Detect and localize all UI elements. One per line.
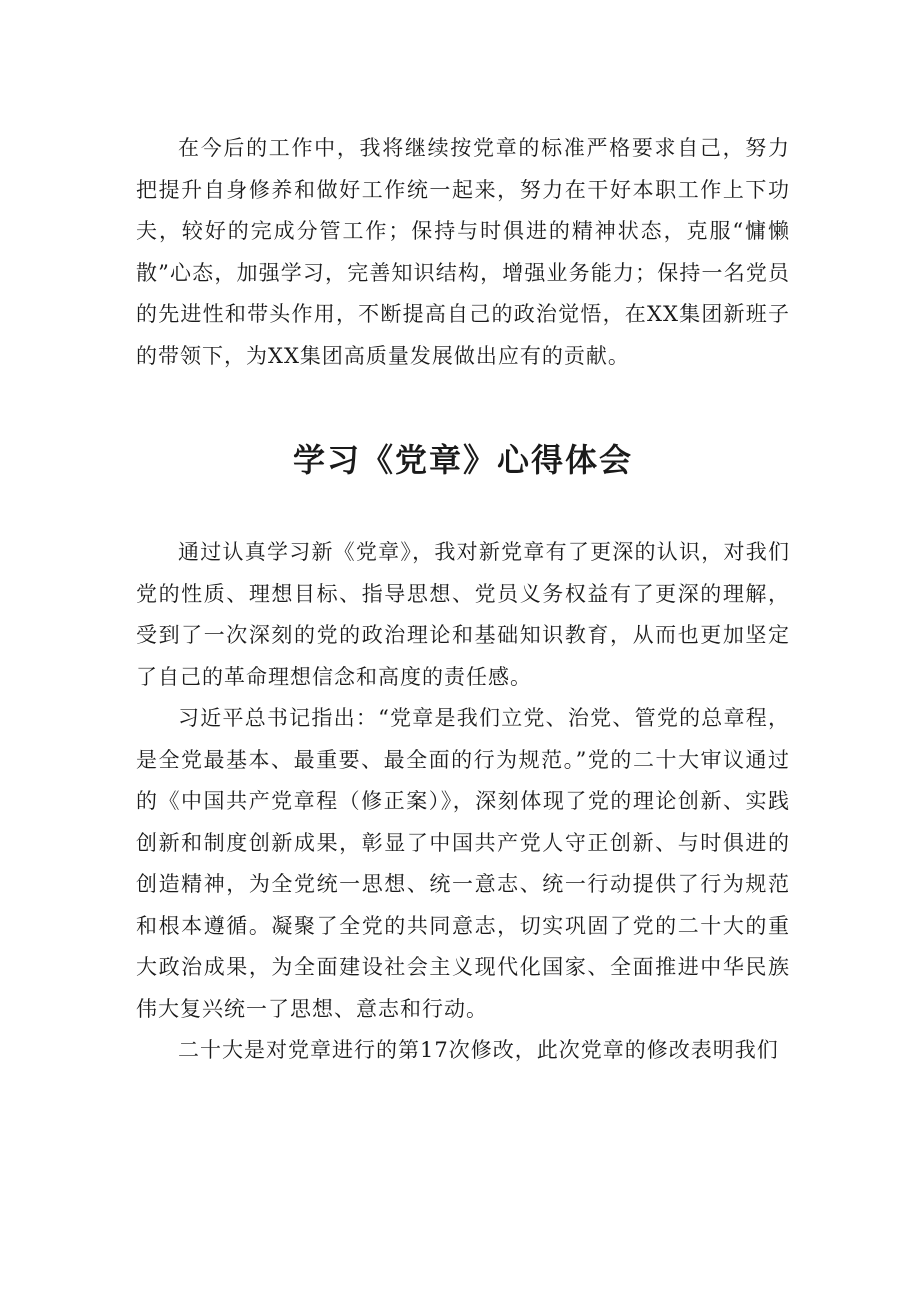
intro-paragraph: 在今后的工作中，我将继续按党章的标准严格要求自己，努力把提升自身修养和做好工作统一起来，努力在干好本职工作上下功夫，较好的完成分管工作；保持与时俱进的精神状态，克服“慵懒散”心态，加强学习，完善知识结构，增强业务能力；保持一名党员的先进性和带头作用，不断提高自己的政治觉悟，在XX集团新班子的带领下，为XX集团高质量发展做出应有的贡献。 xyxy=(136,136,790,368)
body-paragraph-1: 通过认真学习新《党章》，我对新党章有了更深的认识，对我们党的性质、理想目标、指导思想、党员义务权益有了更深的理解，受到了一次深刻的党的政治理论和基础知识教育，从而也更加坚定了自己的革命理想信念和高度的责任感。 xyxy=(136,540,790,689)
body-paragraph-2: 习近平总书记指出：“党章是我们立党、治党、管党的总章程，是全党最基本、最重要、最全面的行为规范。”党的二十大审议通过的《中国共产党章程（修正案）》，深刻体现了党的理论创新、实践创新和制度创新成果，彰显了中国共产党人守正创新、与时俱进的创造精神，为全党统一思想、统一意志、统一行动提供了行为规范和根本遵循。凝聚了全党的共同意志，切实巩固了党的二十大的重大政治成果，为全面建设社会主义现代化国家、全面推进中华民族伟大复兴统一了思想、意志和行动。 xyxy=(136,706,790,1021)
body-section xyxy=(136,532,790,1072)
body-paragraph-3: 二十大是对党章进行的第17次修改，此次党章的修改表明我们 xyxy=(178,1038,779,1062)
document-page xyxy=(136,128,790,1072)
title-section xyxy=(136,440,790,480)
document-title: 学习《党章》心得体会 xyxy=(292,441,633,479)
intro-section xyxy=(136,128,790,377)
